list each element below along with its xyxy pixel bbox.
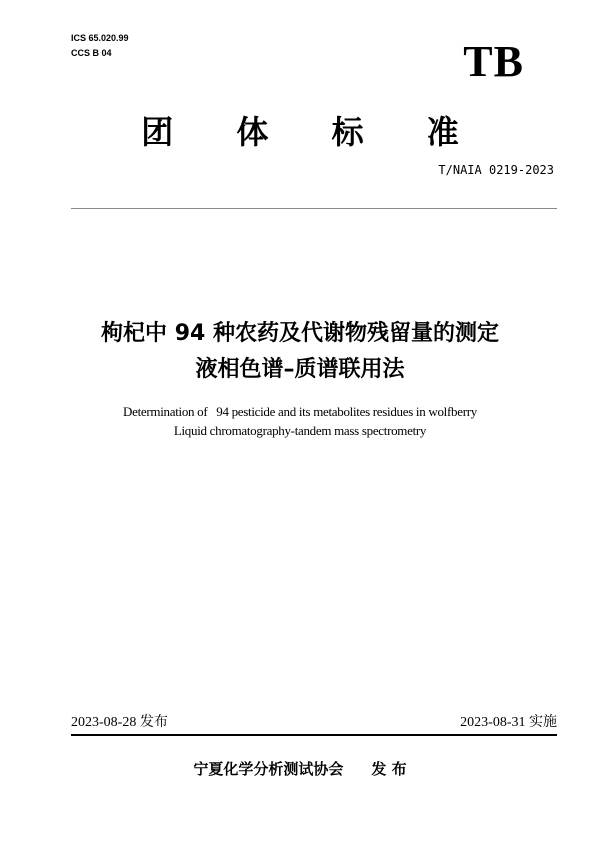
ics-code: ICS 65.020.99: [71, 33, 129, 43]
chinese-title-line-1: 枸杞中 94 种农药及代谢物残留量的测定: [101, 321, 499, 346]
chinese-title-line-2: 液相色谱–质谱联用法: [195, 357, 405, 382]
implement-date: 2023-08-31 实施: [460, 715, 557, 730]
header-divider: [71, 208, 557, 209]
classification-codes: [71, 31, 129, 61]
english-title-line-2: Liquid chromatography-tandem mass spectrometry: [173, 423, 427, 438]
issuer-action: 发 布: [371, 760, 407, 778]
english-title: [0, 402, 600, 440]
issuer-line: [0, 758, 600, 780]
standard-number: T/NAIA 0219-2023: [438, 163, 554, 177]
publish-date: 2023-08-28 发布: [71, 715, 168, 730]
footer-divider: [71, 734, 557, 736]
tb-logo: TB: [463, 37, 524, 86]
standard-type-title: 团 体 标 准: [141, 113, 485, 151]
english-title-line-1: Determination of 94 pesticide and its metabolites residues in wolfberry: [123, 404, 477, 419]
issuer-name: 宁夏化学分析测试协会: [193, 760, 344, 778]
ccs-code: CCS B 04: [71, 48, 112, 58]
chinese-title: [0, 316, 600, 388]
